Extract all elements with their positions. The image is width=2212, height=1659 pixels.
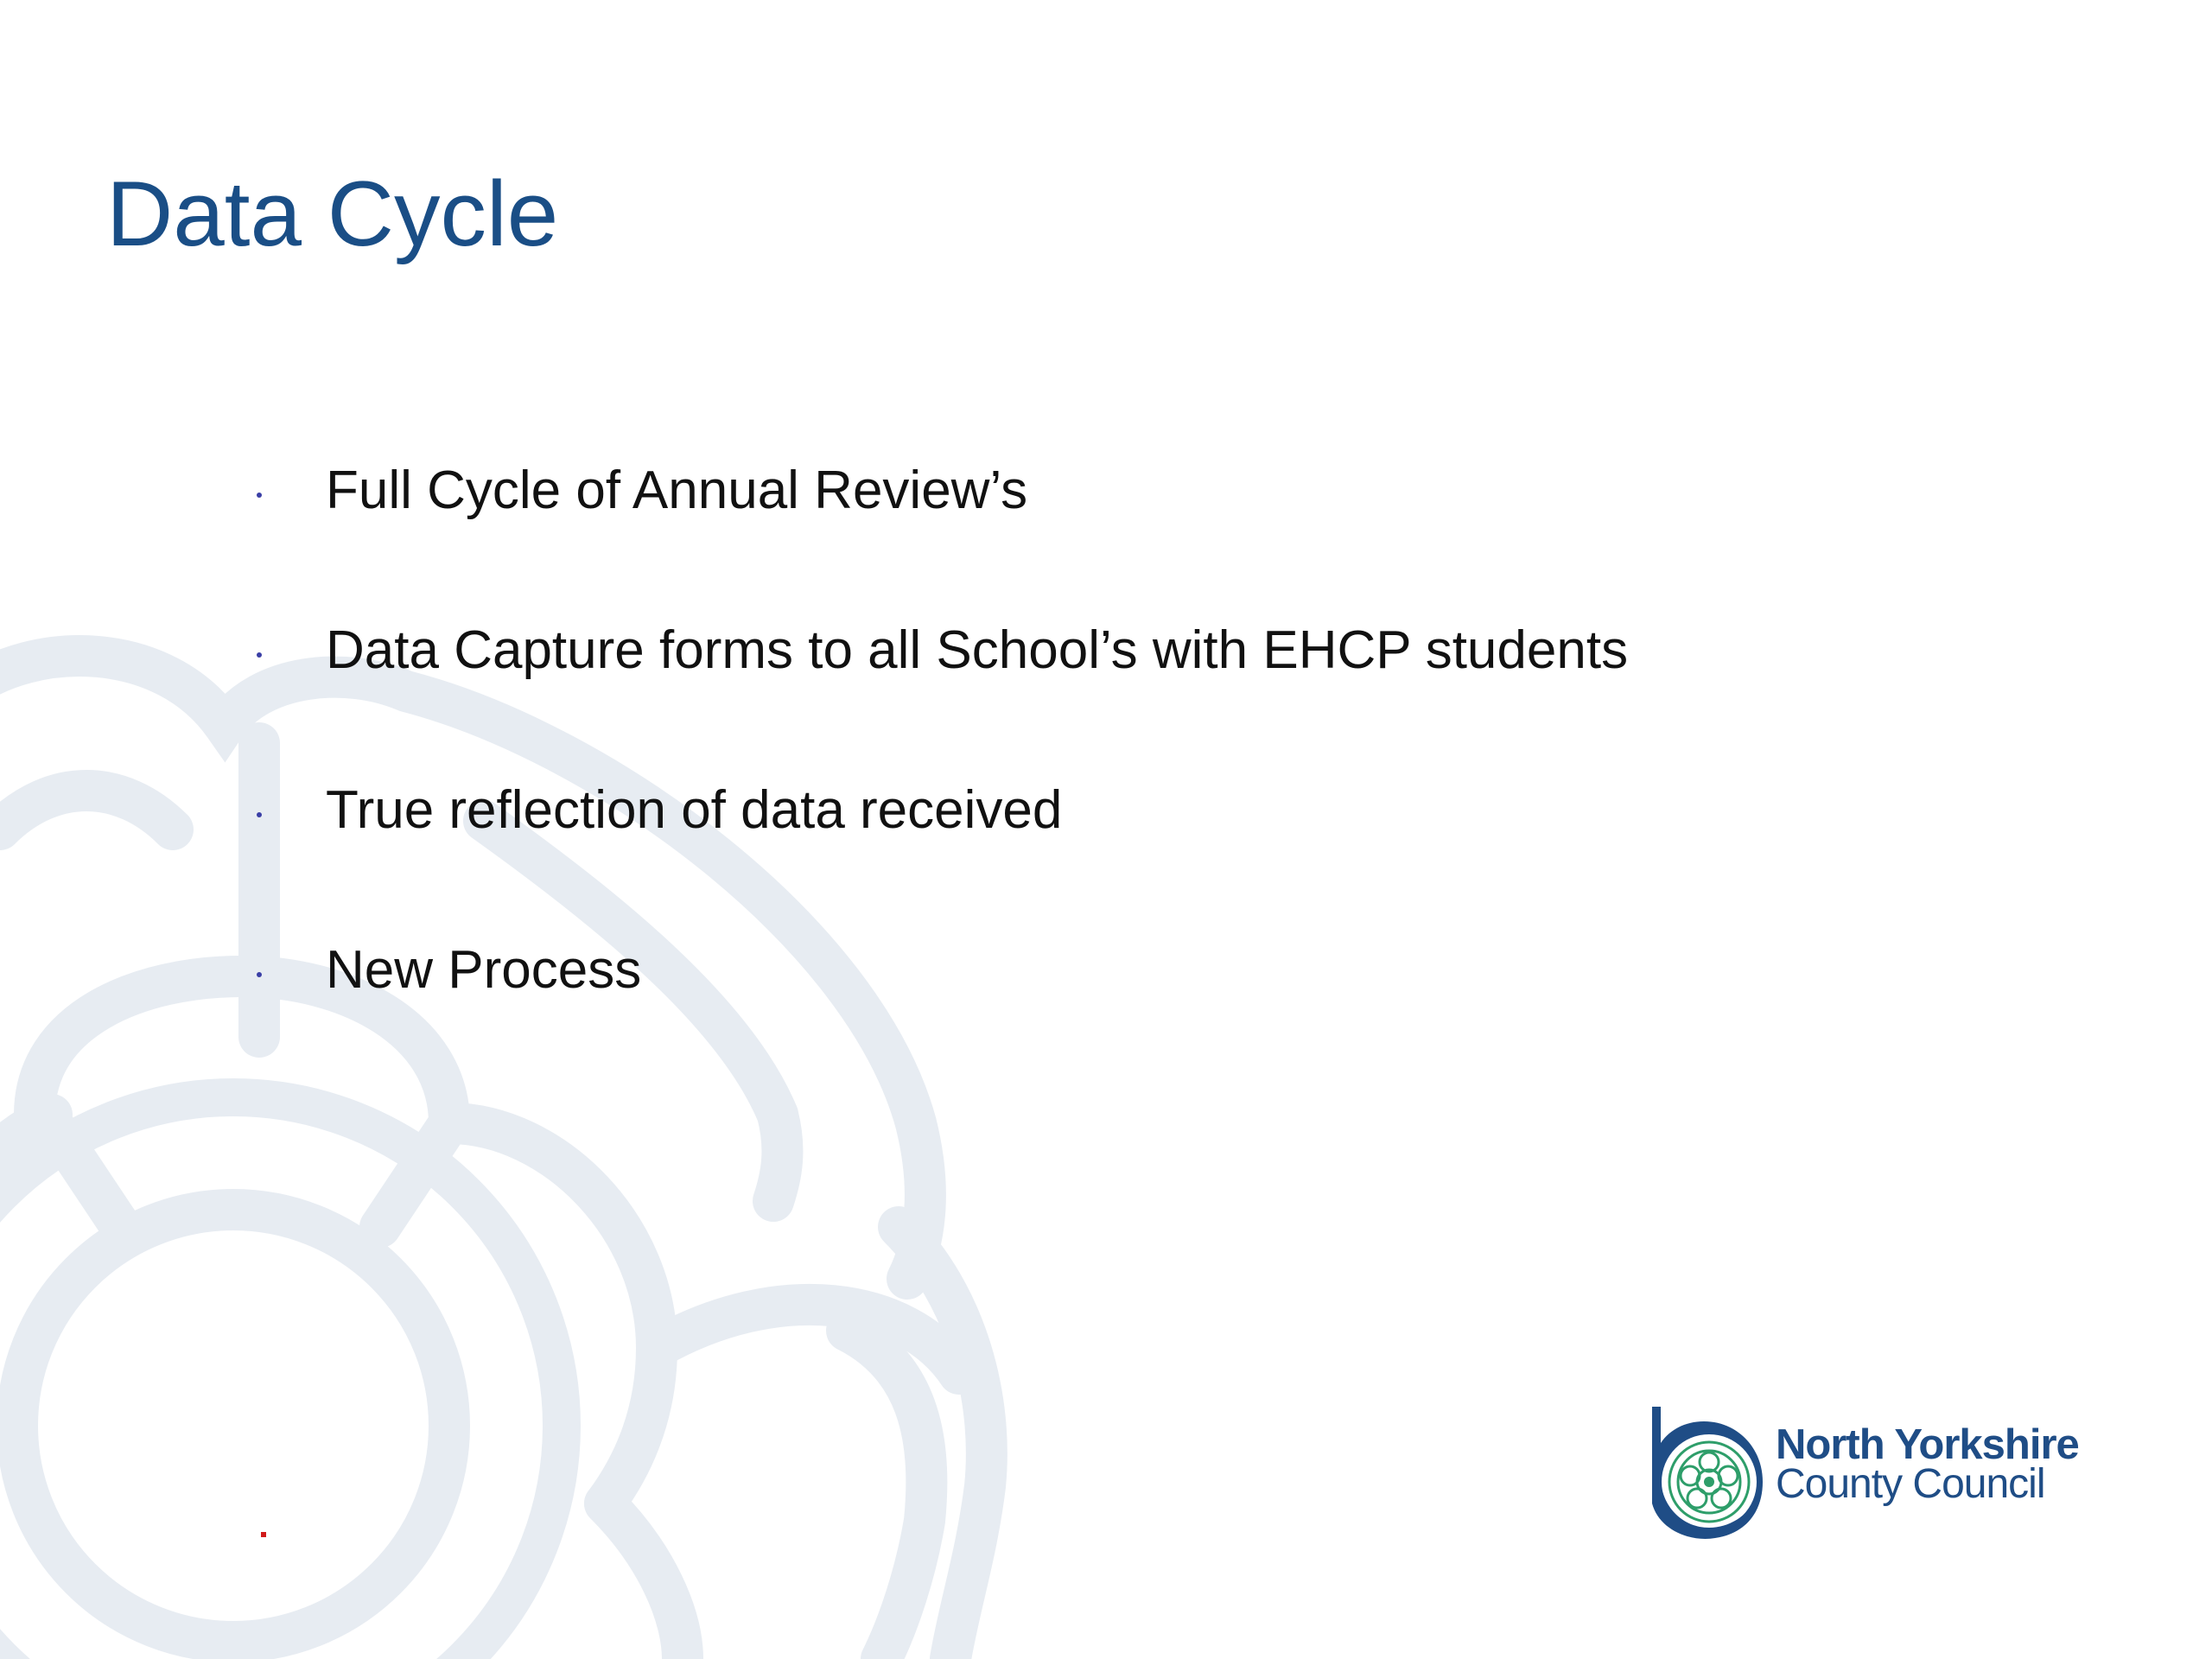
bullet-text: Full Cycle of Annual Review’s bbox=[326, 461, 1028, 520]
bullet-marker-icon bbox=[257, 812, 262, 817]
bullet-marker-icon bbox=[257, 652, 262, 658]
bullet-text: New Process bbox=[326, 940, 642, 1000]
council-logo bbox=[1642, 1400, 2108, 1547]
bullet-item bbox=[257, 936, 1898, 1005]
bullet-text: Data Capture forms to all School’s with EHCP students bbox=[326, 620, 1629, 680]
slide-title: Data Cycle bbox=[106, 162, 559, 265]
bullet-item bbox=[257, 776, 1898, 845]
logo-text-line2: County Council bbox=[1776, 1461, 2045, 1507]
bullet-marker-icon bbox=[257, 493, 262, 498]
bullet-marker-icon bbox=[257, 972, 262, 977]
bullet-item bbox=[257, 616, 1898, 685]
bullet-text: True reflection of data received bbox=[326, 780, 1063, 840]
white-rose-icon bbox=[1642, 1400, 1771, 1547]
logo-text-line1: North Yorkshire bbox=[1776, 1421, 2079, 1468]
bullet-item bbox=[257, 456, 1898, 525]
stray-mark bbox=[261, 1532, 266, 1537]
